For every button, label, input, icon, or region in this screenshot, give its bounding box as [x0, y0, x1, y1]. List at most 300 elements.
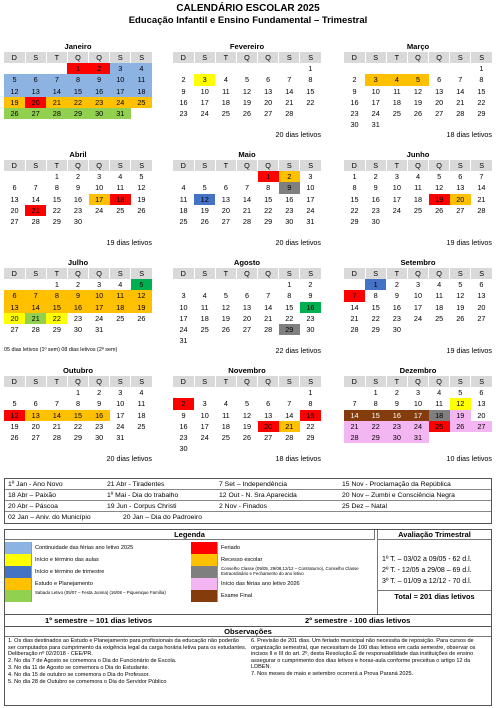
empty-cell: [258, 63, 279, 74]
day-cell: 19: [4, 97, 25, 108]
day-cell: 1: [54, 280, 59, 290]
day-cell: 22: [285, 313, 294, 323]
empty-cell: [131, 443, 152, 454]
day-cell: 19: [131, 302, 152, 313]
day-cell: 18: [179, 205, 188, 215]
day-cell: 10: [392, 183, 401, 193]
weekday-label: Q: [407, 160, 428, 171]
day-cell: 7: [25, 290, 46, 301]
empty-cell: [429, 119, 450, 130]
day-cell: 6: [25, 74, 46, 85]
empty-cell: [407, 443, 428, 454]
empty-cell: [67, 119, 88, 130]
month-name: Julho: [67, 258, 89, 267]
weekday-label: S: [450, 268, 471, 279]
day-cell: 25: [429, 421, 450, 432]
day-cell: 22: [371, 313, 380, 323]
weekday-label: S: [365, 160, 386, 171]
empty-cell: [386, 216, 407, 227]
empty-cell: [258, 335, 279, 346]
empty-cell: [471, 324, 492, 335]
day-cell: 9: [181, 86, 186, 96]
month-name: Maio: [238, 150, 256, 159]
day-cell: 18: [413, 194, 423, 204]
day-cell: 21: [264, 313, 273, 323]
holiday-item: 1º Jan - Ano Novo: [8, 481, 63, 488]
empty-cell: [344, 227, 365, 238]
month-novembro: [173, 366, 321, 463]
day-cell: 8: [287, 291, 292, 301]
day-cell: 3: [97, 172, 102, 182]
day-cell: 31: [116, 433, 125, 443]
day-cell: 15: [350, 194, 359, 204]
day-cell: 14: [46, 410, 67, 421]
weekday-label: T: [215, 160, 236, 171]
weekday-label: Q: [429, 376, 450, 387]
empty-cell: [450, 119, 471, 130]
day-cell: 29: [52, 217, 61, 227]
empty-cell: [300, 108, 321, 119]
obs-item: 1. Os dias destinados ao Estudo e Planejamento para profissionais da educação não poderão ser computados para cumprimento da exigência legal da carga horária letiva para os estudantes. Deliberação nº 02/2018 - CEE/PR.: [8, 638, 247, 658]
empty-cell: [279, 387, 300, 398]
empty-cell: [25, 63, 46, 74]
day-cell: 20: [242, 313, 252, 323]
month-name: Junho: [406, 150, 430, 159]
day-cell: 29: [52, 325, 61, 335]
school-days-count: 19 dias letivos: [446, 238, 492, 248]
empty-cell: [4, 63, 25, 74]
day-cell: 2: [352, 75, 357, 85]
month-julho: [4, 258, 152, 355]
day-cell: 28: [285, 109, 294, 119]
day-cell: 30: [95, 433, 104, 443]
day-cell: 27: [435, 109, 444, 119]
day-cell: 25: [435, 313, 444, 323]
day-cell: 15: [67, 410, 88, 421]
empty-cell: [89, 216, 110, 227]
day-cell: 3: [118, 388, 123, 398]
legend-swatch: [191, 578, 218, 590]
day-cell: 22: [52, 205, 61, 215]
legend-label: Conselho Classe (09/05, 29/08,12/12 – Contraturno), Conselho Classe Extraordinário e Fechamento do ano letivo: [221, 566, 359, 576]
day-cell: 11: [414, 183, 422, 193]
month-grid: [173, 160, 321, 238]
legend-item: [5, 542, 189, 554]
weekday-label: D: [4, 268, 25, 279]
day-cell: 29: [477, 109, 486, 119]
empty-cell: [89, 227, 110, 238]
weekday-label: S: [450, 160, 471, 171]
weekday-label: S: [365, 376, 386, 387]
day-cell: 2: [308, 280, 313, 290]
empty-cell: [89, 443, 110, 454]
day-cell: 3: [415, 388, 421, 398]
day-cell: 21: [242, 205, 252, 215]
day-cell: 9: [181, 410, 186, 420]
day-cell: 10: [413, 291, 423, 301]
empty-cell: [67, 443, 88, 454]
empty-cell: [344, 279, 365, 290]
empty-cell: [194, 387, 215, 398]
day-cell: 19: [413, 97, 423, 107]
weekday-label: T: [386, 52, 407, 63]
day-cell: 23: [95, 421, 104, 431]
day-cell: 30: [179, 444, 188, 454]
day-cell: 17: [179, 313, 188, 323]
day-cell: 26: [242, 433, 252, 443]
day-cell: 30: [73, 325, 83, 335]
empty-cell: [236, 443, 257, 454]
day-cell: 18: [435, 302, 444, 312]
day-cell: 22: [306, 97, 315, 107]
day-cell: 12: [194, 194, 215, 205]
day-cell: 25: [221, 433, 230, 443]
weekday-label: D: [173, 160, 194, 171]
day-cell: 19: [10, 421, 19, 431]
holiday-item: 20 Abr – Páscoa: [8, 503, 58, 510]
weekday-label: D: [344, 160, 365, 171]
month-name: Setembro: [400, 258, 436, 267]
day-cell: 22: [350, 205, 359, 215]
day-cell: 29: [350, 217, 359, 227]
day-cell: 16: [285, 194, 294, 204]
weekday-label: S: [300, 268, 321, 279]
day-cell: 28: [285, 433, 294, 443]
day-cell: 25: [179, 217, 188, 227]
day-cell: 4: [223, 75, 228, 85]
day-cell: 17: [200, 421, 209, 431]
weekday-label: Q: [236, 268, 257, 279]
empty-cell: [110, 227, 131, 238]
day-cell: 3: [97, 280, 102, 290]
weekday-label: S: [194, 52, 215, 63]
day-cell: 6: [437, 75, 442, 85]
day-cell: 16: [371, 194, 380, 204]
day-cell: 6: [266, 75, 271, 85]
day-cell: 16: [179, 97, 188, 107]
weekday-label: Q: [429, 52, 450, 63]
day-cell: 2: [373, 172, 378, 182]
day-cell: 16: [386, 410, 407, 421]
holiday-item: 20 Nov – Zumbi e Consciência Negra: [342, 492, 455, 499]
weekday-label: D: [173, 52, 194, 63]
day-cell: 28: [31, 325, 40, 335]
empty-cell: [46, 119, 67, 130]
day-cell: 10: [200, 410, 209, 420]
day-cell: 24: [110, 97, 131, 108]
empty-cell: [67, 227, 88, 238]
day-cell: 24: [95, 313, 104, 323]
legend-swatch: [5, 590, 32, 602]
day-cell: 23: [179, 109, 188, 119]
day-cell: 23: [386, 421, 407, 432]
day-cell: 23: [73, 313, 83, 323]
day-cell: 18: [429, 410, 450, 421]
school-days-count: 18 dias letivos: [446, 130, 492, 140]
day-cell: 11: [110, 290, 131, 301]
day-cell: 31: [371, 120, 380, 130]
day-cell: 6: [266, 399, 271, 409]
weekday-label: S: [131, 160, 152, 171]
empty-cell: [89, 119, 110, 130]
day-cell: 6: [458, 172, 463, 182]
day-cell: 15: [371, 302, 380, 312]
empty-cell: [67, 335, 88, 346]
day-cell: 9: [373, 183, 378, 193]
day-cell: 27: [221, 217, 230, 227]
weekday-label: S: [194, 268, 215, 279]
empty-cell: [429, 443, 450, 454]
obs-item: 3. No dia 11 de Agosto se comemora o Dia do Estudante.: [8, 664, 150, 671]
empty-cell: [215, 63, 236, 74]
legend-item: [5, 578, 189, 590]
day-cell: 27: [477, 313, 486, 323]
day-cell: 14: [344, 410, 365, 421]
day-cell: 20: [264, 97, 273, 107]
day-cell: 9: [75, 183, 81, 193]
day-cell: 14: [456, 86, 465, 96]
day-cell: 4: [223, 399, 228, 409]
day-cell: 10: [89, 290, 110, 301]
day-cell: 22: [477, 97, 486, 107]
empty-cell: [4, 227, 25, 238]
weekday-label: S: [300, 376, 321, 387]
empty-cell: [450, 324, 471, 335]
empty-cell: [4, 171, 25, 182]
day-cell: 30: [386, 432, 407, 443]
day-cell: 16: [89, 410, 110, 421]
empty-cell: [131, 335, 152, 346]
day-cell: 12: [242, 86, 252, 96]
day-cell: 8: [479, 75, 484, 85]
empty-cell: [110, 443, 131, 454]
weekday-label: S: [300, 160, 321, 171]
day-cell: 5: [244, 399, 250, 409]
weekday-label: Q: [67, 268, 88, 279]
day-cell: 26: [242, 109, 252, 119]
day-cell: 10: [200, 86, 209, 96]
weekday-label: D: [344, 52, 365, 63]
day-cell: 25: [116, 205, 125, 215]
day-cell: 19: [450, 410, 471, 421]
day-cell: 1: [352, 172, 357, 182]
weekday-label: S: [25, 268, 46, 279]
day-cell: 3: [365, 74, 386, 85]
holiday-item: 15 Nov - Proclamação da República: [342, 481, 451, 488]
month-fevereiro: [173, 42, 321, 139]
empty-cell: [215, 387, 236, 398]
empty-cell: [236, 171, 257, 182]
legend-label: Início e término das aulas: [35, 557, 99, 563]
day-cell: 9: [308, 291, 313, 301]
legend-title: Legenda: [5, 530, 375, 540]
empty-cell: [279, 227, 300, 238]
day-cell: 27: [456, 205, 465, 215]
empty-cell: [344, 63, 365, 74]
school-days-count: 10 dias letivos: [446, 454, 492, 464]
empty-cell: [46, 63, 67, 74]
weekday-label: Q: [236, 376, 257, 387]
day-cell: 19: [456, 302, 465, 312]
day-cell: 26: [435, 205, 444, 215]
day-cell: 7: [33, 183, 38, 193]
calendar-subtitle: Educação Infantil e Ensino Fundamental – Trimestral: [128, 15, 368, 26]
day-cell: 29: [279, 324, 300, 335]
day-cell: 14: [350, 302, 359, 312]
day-cell: 21: [477, 194, 486, 204]
day-cell: 11: [137, 399, 146, 409]
day-cell: 1: [479, 64, 484, 74]
weekday-label: D: [4, 160, 25, 171]
day-cell: 26: [137, 313, 146, 323]
obs-left-col: [8, 638, 248, 686]
day-cell: 7: [344, 290, 365, 301]
day-cell: 30: [73, 217, 83, 227]
legend-label: Sabado Letivo (05/07 – Festa Junina) (16/08 – Piquenique Família): [35, 590, 166, 595]
day-cell: 22: [365, 421, 386, 432]
day-cell: 28: [52, 433, 61, 443]
legend-item: [5, 590, 189, 602]
legend-swatch: [191, 542, 218, 554]
legend-label: Feriado: [221, 545, 240, 551]
day-cell: 28: [242, 217, 252, 227]
day-cell: 26: [456, 313, 465, 323]
day-cell: 1: [373, 388, 378, 398]
day-cell: 16: [179, 421, 188, 431]
day-cell: 25: [116, 313, 125, 323]
legend-item: [5, 566, 189, 578]
weekday-label: T: [215, 376, 236, 387]
month-grid: [4, 376, 152, 454]
empty-cell: [407, 216, 428, 227]
day-cell: 13: [25, 86, 46, 97]
day-cell: 28: [456, 109, 465, 119]
day-cell: 2: [279, 171, 300, 182]
empty-cell: [131, 216, 152, 227]
empty-cell: [4, 335, 25, 346]
calendar-title: CALENDÁRIO ESCOLAR 2025: [176, 3, 320, 14]
day-cell: 3: [308, 172, 313, 182]
empty-cell: [194, 227, 215, 238]
empty-cell: [215, 279, 236, 290]
weekday-label: S: [300, 52, 321, 63]
day-cell: 21: [285, 97, 294, 107]
day-cell: 20: [435, 97, 444, 107]
weekday-label: S: [194, 376, 215, 387]
weekday-label: T: [46, 268, 67, 279]
day-cell: 2: [89, 63, 110, 74]
day-cell: 2: [181, 75, 186, 85]
weekday-label: Q: [258, 376, 279, 387]
legend-item: [191, 578, 375, 590]
day-cell: 16: [300, 302, 321, 313]
empty-cell: [429, 335, 450, 346]
weekday-label: S: [131, 52, 152, 63]
weekday-label: D: [4, 376, 25, 387]
legend-item: [191, 590, 375, 602]
day-cell: 17: [407, 410, 428, 421]
day-cell: 14: [285, 86, 294, 96]
empty-cell: [300, 335, 321, 346]
holiday-row: [5, 512, 491, 523]
legend-label: Estudo e Planejamento: [35, 581, 93, 587]
weekday-label: D: [344, 268, 365, 279]
day-cell: 27: [264, 109, 273, 119]
day-cell: 17: [116, 410, 125, 420]
day-cell: 28: [31, 217, 40, 227]
day-cell: 3: [181, 291, 186, 301]
holiday-item: 12 Out - N. Sra Aparecida: [219, 492, 297, 499]
empty-cell: [279, 335, 300, 346]
day-cell: 9: [67, 290, 88, 301]
empty-cell: [46, 443, 67, 454]
day-cell: 16: [392, 302, 401, 312]
day-cell: 7: [352, 399, 357, 409]
day-cell: 18: [110, 194, 131, 205]
empty-cell: [194, 171, 215, 182]
empty-cell: [365, 63, 386, 74]
empty-cell: [386, 443, 407, 454]
day-cell: 9: [394, 399, 399, 409]
month-outubro: [4, 366, 152, 463]
month-name: Outubro: [63, 366, 93, 375]
day-cell: 8: [46, 290, 67, 301]
school-days-count: 18 dias letivos: [275, 454, 321, 464]
day-cell: 9: [394, 291, 399, 301]
empty-cell: [258, 279, 279, 290]
empty-cell: [429, 63, 450, 74]
day-cell: 8: [373, 399, 378, 409]
holiday-item: 18 Abr – Paixão: [8, 492, 56, 499]
day-cell: 20: [450, 194, 471, 205]
day-cell: 15: [365, 410, 386, 421]
day-cell: 1: [365, 279, 386, 290]
weekday-label: Q: [67, 160, 88, 171]
day-cell: 24: [413, 313, 423, 323]
day-cell: 18: [221, 421, 230, 431]
weekday-label: S: [131, 268, 152, 279]
day-cell: 24: [200, 109, 209, 119]
school-days-count: 22 dias letivos: [275, 346, 321, 356]
holiday-row: [5, 479, 491, 490]
day-cell: 4: [386, 74, 407, 85]
day-cell: 24: [200, 433, 209, 443]
day-cell: 10: [95, 183, 104, 193]
day-cell: 7: [46, 74, 67, 85]
day-cell: 29: [264, 217, 273, 227]
empty-cell: [236, 335, 257, 346]
empty-cell: [215, 119, 236, 130]
weekday-label: S: [110, 376, 131, 387]
empty-cell: [46, 387, 67, 398]
semestre-2: 2º semestre - 100 dias letivos: [305, 616, 411, 625]
day-cell: 5: [139, 172, 144, 182]
day-cell: 3: [202, 399, 207, 409]
day-cell: 7: [479, 172, 484, 182]
holiday-item: 2 Nov - Finados: [219, 503, 267, 510]
day-cell: 4: [202, 291, 207, 301]
day-cell: 8: [54, 183, 59, 193]
day-cell: 26: [4, 108, 25, 119]
weekday-label: S: [25, 160, 46, 171]
day-cell: 15: [46, 302, 67, 313]
day-cell: 25: [221, 109, 230, 119]
legend-label: Exame Final: [221, 593, 253, 599]
month-grid: [173, 268, 321, 346]
empty-cell: [365, 443, 386, 454]
weekday-label: S: [471, 52, 492, 63]
weekday-label: D: [4, 52, 25, 63]
